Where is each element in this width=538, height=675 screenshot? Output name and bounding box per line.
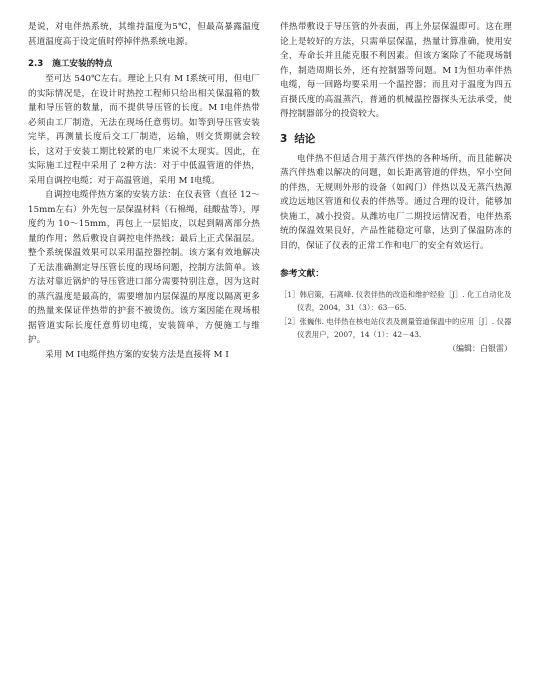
left-paragraph-3: 自调控电缆伴热方案的安装方法：在仪表管（直径 12～15mm左右）外先包一层保温材料（石棉绳，硅酸盐等），厚度约为 10～15mm，再包上一层铝皮，以起到隔离部分热量的作用；然后敷设自调控电伴热线；最后上正式保温层。整个系统保温效果可以采用温控器控制。该方案有效地解决了无法准确测定导压管长度的现场问题，控制方法简单。该方法对靠近锅炉的导压管进口部分需要特别注意，因为这时的蒸汽温度是最高的，需要增加内层保温的厚度以隔离更多的热量来保证伴热带的护套不被烫伤。该方案因能在现场根据管道实际长度任意剪切电缆，安装简单，方便施工与维护。 [28, 190, 260, 345]
left-paragraph-2: 至可达 540℃左右。理论上只有 M I系统可用，但电厂的实际情况是，在设计时热控工程师只给出相关保温箱的数量和导压管的数量，而不提供导压管的长度。M I电伴热带必须由工厂制造，无法在现场任意剪切。如等到导压管安装完毕，再测量长度后交工厂制造，运输，则交货期就会较长，这对于安装工期比较紧的电厂来说不太现实。因此，在实际施工过程中采用了 2种方法：对于中低温管道的伴热，采用自调控电缆；对于高温管道，采用 M I电缆。 [28, 74, 260, 186]
right-column [280, 20, 512, 355]
subsection-number: 2.3 [28, 59, 44, 69]
section-number: 3 [280, 132, 288, 145]
right-paragraph-1: 伴热带敷设于导压管的外表面，再上外层保温即可。这在理论上是较好的方法，只需单层保温，热量计算准确，使用安全，寿命长并且能克服不利因素。但该方案除了不能现场制作，制造周期长外，还有控制器等问题。M I为恒功率伴热电缆，每一回路均要采用一个温控器；而且对于温度为四五百摄氏度的高温蒸汽，普通的机械温控器探头无法承受，使得控制器部分的投资较大。 [280, 22, 512, 119]
editor-credit: （编辑：白银雷） [448, 344, 512, 353]
subsection-title: 施工安装的特点 [52, 59, 113, 69]
subsection-heading [28, 57, 260, 71]
section-title: 结论 [294, 132, 316, 145]
reference-item: ［2］张巍伟. 电伴热在核电站仪表及测量管道保温中的应用［J］. 仪器仪表用户，2007，14（1）：42－43. [280, 317, 512, 339]
left-column [28, 20, 260, 362]
left-paragraph-4: 采用 M I电缆伴热方案的安装方法是直接将 M I [45, 349, 229, 360]
reference-item: ［1］韩启策，石离峰. 仪表伴热的改造和维护经验［J］. 化工自动化及仪表，2004，31（3）：63－65. [280, 290, 512, 312]
left-paragraph-1: 是说，对电伴热系统，其维持温度为5℃，但最高暴露温度甚道温度高于设定值时停掉伴热系统电源。 [28, 22, 260, 47]
references-heading: 参考文献： [280, 269, 324, 279]
conclusion-paragraph: 电伴热不但适合用于蒸汽伴热的各种场所，而且能解决蒸汽伴热难以解决的问题，如长距离管道的伴热，窄小空间的伴热，无规则外形的设备（如阀门）伴热以及无蒸汽热源或边远地区管道和仪表的伴热等。通过合理的设计，能够加快施工，减小投资。从潍坊电厂二期投运情况看，电伴热系统的保温效果良好，产品性能稳定可靠，达到了保温防冻的目的，保证了仪表的正常工作和电厂的安全有效运行。 [280, 153, 512, 251]
section-heading [280, 132, 512, 146]
